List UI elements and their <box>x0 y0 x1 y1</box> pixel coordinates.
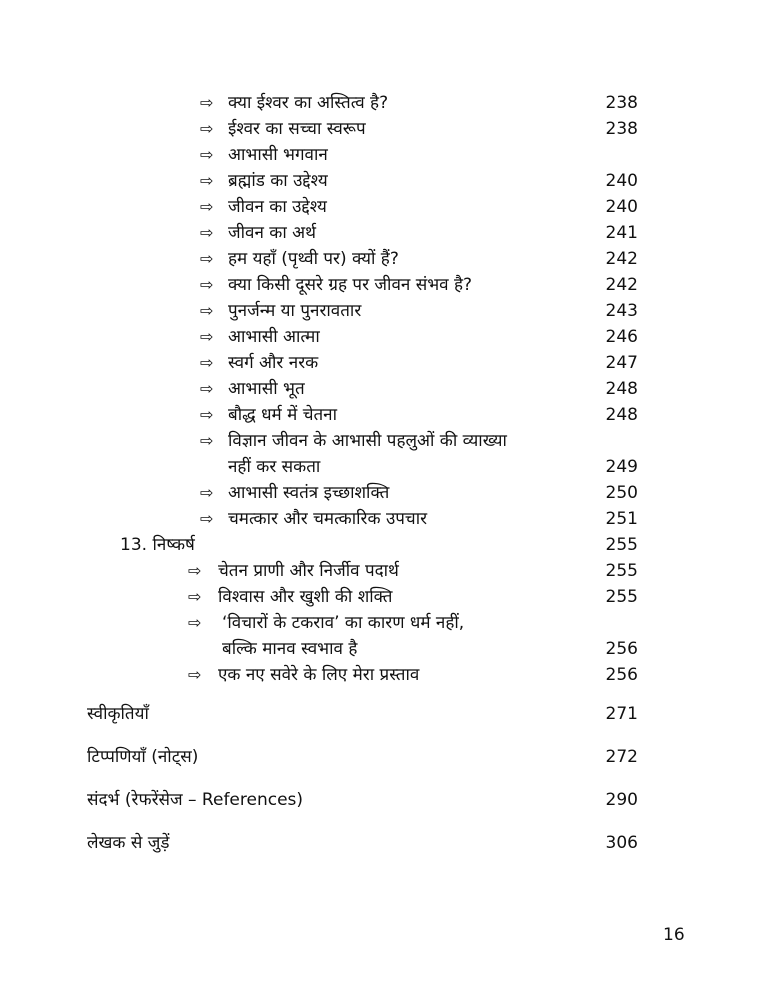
toc-entry-page: 238 <box>605 119 638 139</box>
toc-entry-page: 240 <box>605 197 638 217</box>
toc-entry <box>0 168 773 194</box>
toc-entry <box>0 506 773 532</box>
toc-entry <box>0 584 773 610</box>
toc-entry-page: 249 <box>605 457 638 477</box>
arrow-icon: ⇨ <box>200 171 214 190</box>
arrow-icon: ⇨ <box>200 379 214 398</box>
toc-entry <box>0 662 773 688</box>
arrow-icon: ⇨ <box>188 613 202 632</box>
toc-entry-title: आभासी भगवान <box>228 145 328 165</box>
toc-entry <box>0 90 773 116</box>
toc-entry <box>0 428 773 454</box>
back-matter-page: 272 <box>605 747 638 767</box>
toc-entry-page: 251 <box>605 509 638 529</box>
toc-entry-page: 242 <box>605 249 638 269</box>
toc-entry-page: 250 <box>605 483 638 503</box>
toc-entry-page: 255 <box>605 587 638 607</box>
back-matter-title: स्वीकृतियाँ <box>87 704 149 724</box>
toc-entry-title: आभासी स्वतंत्र इच्छाशक्ति <box>228 483 390 503</box>
back-matter-page: 290 <box>605 790 638 810</box>
toc-entry-title-line2: नहीं कर सकता <box>228 457 321 477</box>
arrow-icon: ⇨ <box>200 483 214 502</box>
toc-entry <box>0 350 773 376</box>
toc-entry-page: 247 <box>605 353 638 373</box>
toc-entry <box>0 194 773 220</box>
toc-entry-page: 241 <box>605 223 638 243</box>
toc-entry-title: क्या किसी दूसरे ग्रह पर जीवन संभव है? <box>228 275 473 295</box>
toc-entry-title: ईश्वर का सच्चा स्वरूप <box>228 119 366 139</box>
toc-entry-title: विश्वास और खुशी की शक्ति <box>218 587 393 607</box>
arrow-icon: ⇨ <box>200 145 214 164</box>
toc-entry <box>0 480 773 506</box>
toc-entry <box>0 298 773 324</box>
toc-entry-page: 256 <box>605 639 638 659</box>
arrow-icon: ⇨ <box>200 197 214 216</box>
arrow-icon: ⇨ <box>188 665 202 684</box>
toc-entry-page: 243 <box>605 301 638 321</box>
toc-entry <box>0 324 773 350</box>
toc-entry <box>0 376 773 402</box>
toc-entry <box>0 610 773 636</box>
arrow-icon: ⇨ <box>200 327 214 346</box>
toc-entry-title: हम यहाँ (पृथ्वी पर) क्यों हैं? <box>228 249 399 269</box>
toc-entry-continuation <box>0 636 773 662</box>
toc-entry-title: ब्रह्मांड का उद्देश्य <box>228 171 328 191</box>
toc-entry-continuation <box>0 454 773 480</box>
toc-entry-title: बौद्ध धर्म में चेतना <box>228 405 338 425</box>
toc-entry-title: जीवन का उद्देश्य <box>228 197 327 217</box>
toc-entry <box>0 402 773 428</box>
back-matter-title: संदर्भ (रेफरेंसेज – References) <box>87 790 304 810</box>
toc-entry-title: पुनर्जन्म या पुनरावतार <box>228 301 362 321</box>
toc-entry <box>0 272 773 298</box>
arrow-icon: ⇨ <box>200 353 214 372</box>
toc-entry-title: स्वर्ग और नरक <box>228 353 319 373</box>
toc-entry-title: विज्ञान जीवन के आभासी पहलुओं की व्याख्या <box>228 431 507 451</box>
toc-entry-title: चेतन प्राणी और निर्जीव पदार्थ <box>218 561 399 581</box>
arrow-icon: ⇨ <box>200 223 214 242</box>
arrow-icon: ⇨ <box>200 275 214 294</box>
toc-back-matter <box>0 830 773 856</box>
toc-entry-page: 246 <box>605 327 638 347</box>
toc-back-matter <box>0 787 773 813</box>
toc-entry-page: 255 <box>605 561 638 581</box>
arrow-icon: ⇨ <box>200 301 214 320</box>
toc-entry-page: 242 <box>605 275 638 295</box>
toc-entry-title: आभासी आत्मा <box>228 327 320 347</box>
toc-entry-title: जीवन का अर्थ <box>228 223 317 243</box>
arrow-icon: ⇨ <box>200 249 214 268</box>
toc-entry-title: चमत्कार और चमत्कारिक उपचार <box>228 509 428 529</box>
toc-entry <box>0 142 773 168</box>
toc-chapter <box>0 532 773 558</box>
chapter-title: 13. निष्कर्ष <box>120 535 195 555</box>
back-matter-page: 306 <box>605 833 638 853</box>
toc-entry-page: 248 <box>605 405 638 425</box>
arrow-icon: ⇨ <box>200 119 214 138</box>
back-matter-title: लेखक से जुड़ें <box>87 833 170 853</box>
arrow-icon: ⇨ <box>200 93 214 112</box>
page-number: 16 <box>663 925 685 945</box>
back-matter-page: 271 <box>605 704 638 724</box>
toc-entry-page: 238 <box>605 93 638 113</box>
toc-entry-title: एक नए सवेरे के लिए मेरा प्रस्ताव <box>218 665 420 685</box>
toc-entry-page: 256 <box>605 665 638 685</box>
arrow-icon: ⇨ <box>188 587 202 606</box>
chapter-page: 255 <box>605 535 638 555</box>
toc-entry <box>0 246 773 272</box>
arrow-icon: ⇨ <box>200 431 214 450</box>
arrow-icon: ⇨ <box>188 561 202 580</box>
toc-entry <box>0 220 773 246</box>
toc-entry-title-line2: बल्कि मानव स्वभाव है <box>222 639 358 659</box>
toc-entry-title: ‘विचारों के टकराव’ का कारण धर्म नहीं, <box>222 613 465 633</box>
back-matter-title: टिप्पणियाँ (नोट्स) <box>87 747 199 767</box>
toc-entry <box>0 116 773 142</box>
toc-entry-page: 248 <box>605 379 638 399</box>
arrow-icon: ⇨ <box>200 509 214 528</box>
toc-entry-title: क्या ईश्वर का अस्तित्व है? <box>228 93 389 113</box>
arrow-icon: ⇨ <box>200 405 214 424</box>
toc-entry <box>0 558 773 584</box>
toc-entry-page: 240 <box>605 171 638 191</box>
toc-entry-title: आभासी भूत <box>228 379 305 399</box>
toc-back-matter <box>0 744 773 770</box>
toc-back-matter <box>0 701 773 727</box>
